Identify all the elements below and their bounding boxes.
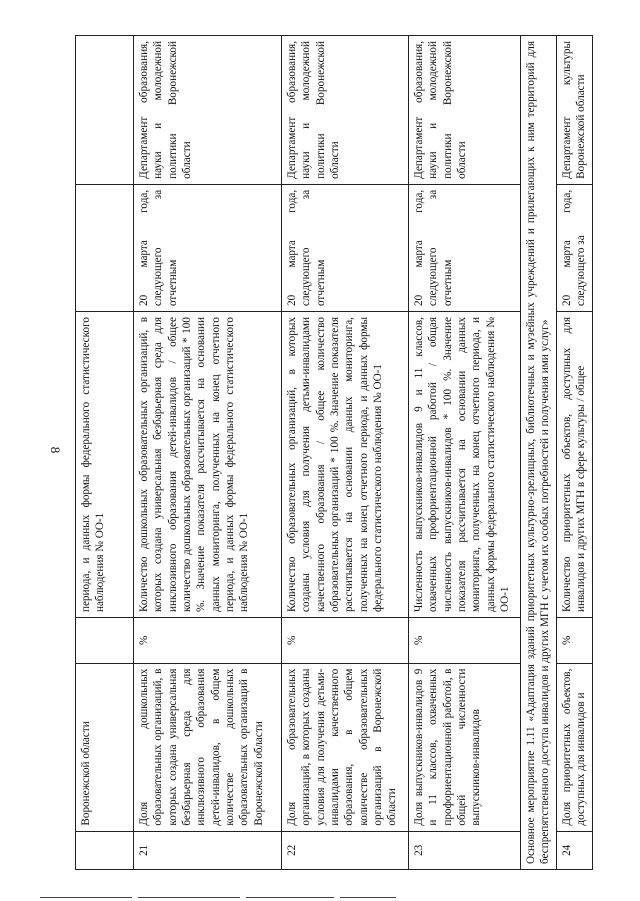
- indicator-name: Доля дошкольных образовательных организаций, в которых создана универсальная безбарьерная среда для инклюзивного образования детей-инвалидов, в общем количестве дошкольных образовательных организаций в Воронежской области: [134, 663, 282, 831]
- deadline-cell: [76, 184, 134, 311]
- table-row: [282, 36, 409, 870]
- rotated-table-container: [75, 35, 590, 870]
- responsible-cell: Департамент культуры Воронежской области: [557, 36, 593, 185]
- row-number: 22: [282, 831, 409, 869]
- indicators-table: [75, 35, 593, 870]
- unit-cell: %: [134, 618, 282, 664]
- deadline-cell: 20 марта года, следующего за отчетным: [134, 184, 282, 311]
- calculation-method: Количество приоритетных объектов, доступных для инвалидов и других МГН в сфере культуры / общее: [557, 312, 593, 618]
- indicator-name: Доля выпускников-инвалидов 9 и 11 классов, охваченных профориентационной работой, в общей численности выпускников-инвалидов: [409, 663, 521, 831]
- responsible-cell: [76, 36, 134, 185]
- table-row: [409, 36, 521, 870]
- indicator-name: Доля приоритетных объектов, доступных для инвалидов и: [557, 663, 593, 831]
- unit-cell: %: [557, 618, 593, 664]
- section-heading: Основное мероприятие 1.11 «Адаптация зданий приоритетных культурно-зрелищных, библиотечных и музейных учреждений и прилегающих к ним территорий для беспрепятственного доступа инвалидов и других МГН с учетом их особых потребностей и получения ими услуг»: [521, 36, 557, 870]
- calculation-method: периода, и данных формы федерального статистического наблюдения № ОО-1: [76, 312, 134, 618]
- indicator-name: Воронежской области: [76, 663, 134, 831]
- row-number: 23: [409, 831, 521, 869]
- unit-cell: %: [409, 618, 521, 664]
- responsible-cell: Департамент образования, науки и молодежной политики Воронежской области: [409, 36, 521, 185]
- deadline-cell: 20 марта года, следующего за отчетным: [282, 184, 409, 311]
- calculation-method: Количество дошкольных образовательных организаций, в которых создана универсальная безбарьерная среда для инклюзивного образования детей-инвалидов / общее количество дошкольных образовательных организаций * 100 %. Значение показателя рассчитывается на основании данных мониторинга, полученных на конец отчетного периода, и данных формы федерального статистического наблюдения № ОО-1: [134, 312, 282, 618]
- deadline-cell: 20 марта года, следующего за: [557, 184, 593, 311]
- page-number: 8: [48, 446, 63, 454]
- scan-margin-line: [40, 897, 132, 898]
- unit-cell: %: [282, 618, 409, 664]
- calculation-method: Количество образовательных организаций, в которых созданы условия для получения детьми-инвалидами качественного образования / общее количество образовательных организаций * 100 %. Значение показателя рассчитывается на основании данных мониторинга, полученных на конец отчетного периода, и данных формы федерального статистического наблюдения № ОО-1: [282, 312, 409, 618]
- scan-margin-line: [340, 897, 396, 898]
- row-number: 21: [134, 831, 282, 869]
- scan-margin-line: [246, 897, 334, 898]
- table-row: [76, 36, 134, 870]
- calculation-method: Численность выпускников-инвалидов 9 и 11 классов, охваченных профориентационной работой / общая численность выпускников-инвалидов * 100 %. Значение показателя рассчитывается на основании данных мониторинга, полученных на конец отчетного периода, и данных формы федерального статистического наблюдения № ОО-1: [409, 312, 521, 618]
- row-number: 24: [557, 831, 593, 869]
- responsible-cell: Департамент образования, науки и молодежной политики Воронежской области: [282, 36, 409, 185]
- table-row: [134, 36, 282, 870]
- unit-cell: [76, 618, 134, 664]
- row-number: [76, 831, 134, 869]
- scan-margin-line: [138, 897, 240, 898]
- responsible-cell: Департамент образования, науки и молодежной политики Воронежской области: [134, 36, 282, 185]
- indicator-name: Доля образовательных организаций, в которых созданы условия для получения детьми-инвалидами качественного образования, в общем количестве образовательных организаций в Воронежской области: [282, 663, 409, 831]
- section-row: [521, 36, 557, 870]
- table-row: [557, 36, 593, 870]
- deadline-cell: 20 марта года, следующего за отчетным: [409, 184, 521, 311]
